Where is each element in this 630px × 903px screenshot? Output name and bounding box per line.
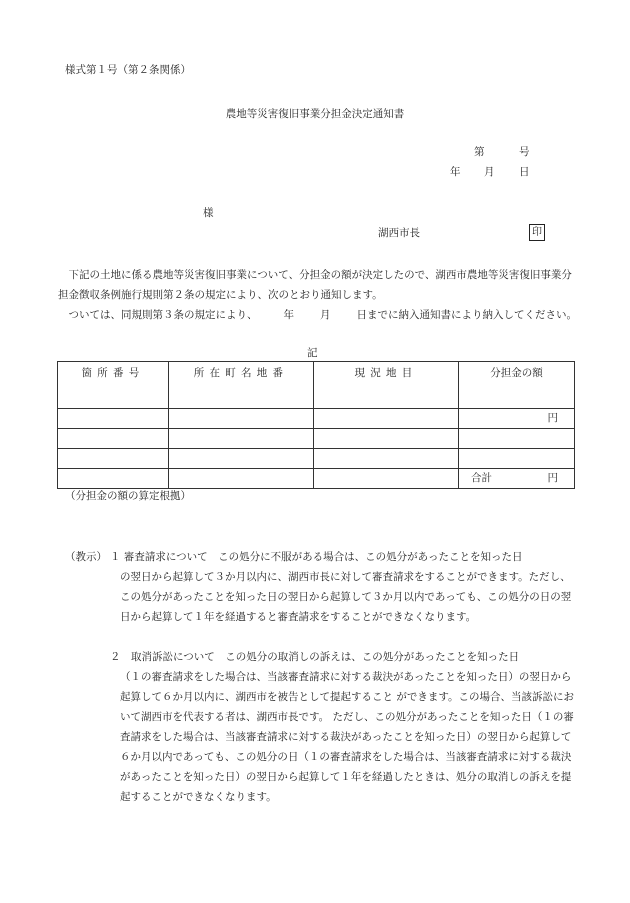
- column-header-amount: 分担金の額: [459, 362, 575, 409]
- table-cell[interactable]: [314, 429, 459, 449]
- table-cell[interactable]: [58, 469, 169, 489]
- payment-instruction-end: 日までに納入通知書により納入してください。: [356, 309, 577, 321]
- document-title: 農地等災害復旧事業分担金決定通知書: [225, 108, 405, 120]
- seal-mark: 印: [529, 224, 545, 241]
- issue-year-label: 年: [450, 166, 461, 178]
- column-header-location-number: 箇所番号: [58, 362, 169, 409]
- table-cell[interactable]: [169, 469, 314, 489]
- amount-cell[interactable]: [459, 449, 575, 469]
- amount-basis-note: （分担金の額の算定根拠）: [65, 490, 191, 502]
- document-number-prefix: 第: [474, 146, 485, 158]
- table-cell[interactable]: [314, 409, 459, 429]
- deadline-month-label: 月: [320, 309, 331, 321]
- document-number-suffix: 号: [519, 146, 530, 158]
- table-cell[interactable]: [314, 449, 459, 469]
- table-header-row: [58, 362, 575, 409]
- table-cell[interactable]: [58, 449, 169, 469]
- deadline-year-label: 年: [283, 309, 294, 321]
- table-cell[interactable]: [169, 429, 314, 449]
- body-text: [58, 265, 578, 325]
- column-header-land-category: 現況地目: [314, 362, 459, 409]
- table-row: [58, 429, 575, 449]
- amount-cell[interactable]: [459, 429, 575, 449]
- total-amount-cell[interactable]: [459, 469, 575, 489]
- total-yen-unit: 円: [547, 472, 558, 484]
- notice-item-2-body: （１の審査請求をした場合は、当該審査請求に対する裁決があったことを知った日）の翌日から起算して６か月以内に、湖西市を被告として提起すること ができます。この場合、当該訴訟において湖西市を代表する者は、湖西市長です。 ただし、この処分があったことを知った日（１の審査請求をした場合は、当該審査請求に対する裁決があったことを知った日）の翌日から起算して６か月以内であっても、この処分の日（１の審査請求をした場合は、当該審査請求に対する裁決があったことを知った日）の翌日から起算して１年を経過したときは、処分の取消しの訴えを提起することができなくなります。: [120, 671, 574, 803]
- table-cell[interactable]: [314, 469, 459, 489]
- addressee-honorific: 様: [203, 207, 214, 219]
- column-header-address: 所在町名地番: [169, 362, 314, 409]
- form-number: 様式第１号（第２条関係）: [65, 64, 191, 76]
- amount-cell[interactable]: 円: [459, 409, 575, 429]
- notice-heading: （教示）: [65, 551, 107, 563]
- ki-label: 記: [307, 347, 318, 359]
- table-cell[interactable]: [169, 409, 314, 429]
- table-cell[interactable]: [58, 429, 169, 449]
- table-cell[interactable]: [169, 449, 314, 469]
- total-label: 合計: [471, 472, 492, 484]
- issue-day-label: 日: [519, 166, 530, 178]
- table-row: [58, 449, 575, 469]
- notice-item-2-lead: ２ 取消訴訟について この処分の取消しの訴えは、この処分があったことを知った日: [110, 651, 520, 663]
- notice-item-revocation-suit: [110, 647, 580, 807]
- body-paragraph-2: [58, 305, 578, 325]
- notice-item-review-request: [110, 547, 580, 627]
- notice-item-1-body: の翌日から起算して３か月以内に、湖西市長に対して審査請求をすることができます。ただし、この処分があったことを知った日の翌日から起算して３か月以内であっても、この処分の日の翌日から起算して１年を経過すると審査請求をすることができなくなります。: [120, 571, 572, 623]
- table-row: [58, 409, 575, 429]
- issue-month-label: 月: [484, 166, 495, 178]
- payment-instruction-start: ついては、同規則第３条の規定により、: [68, 309, 258, 321]
- issuer-name: 湖西市長: [378, 227, 420, 239]
- body-paragraph-1: 下記の土地に係る農地等災害復旧事業について、分担金の額が決定したので、湖西市農地等災害復旧事業分担金徴収条例施行規則第２条の規定により、次のとおり通知します。: [58, 269, 572, 301]
- notice-item-1-lead: １ 審査請求について この処分に不服がある場合は、この処分があったことを知った日: [110, 551, 523, 563]
- land-table: [57, 361, 575, 489]
- table-total-row: [58, 469, 575, 489]
- table-cell[interactable]: [58, 409, 169, 429]
